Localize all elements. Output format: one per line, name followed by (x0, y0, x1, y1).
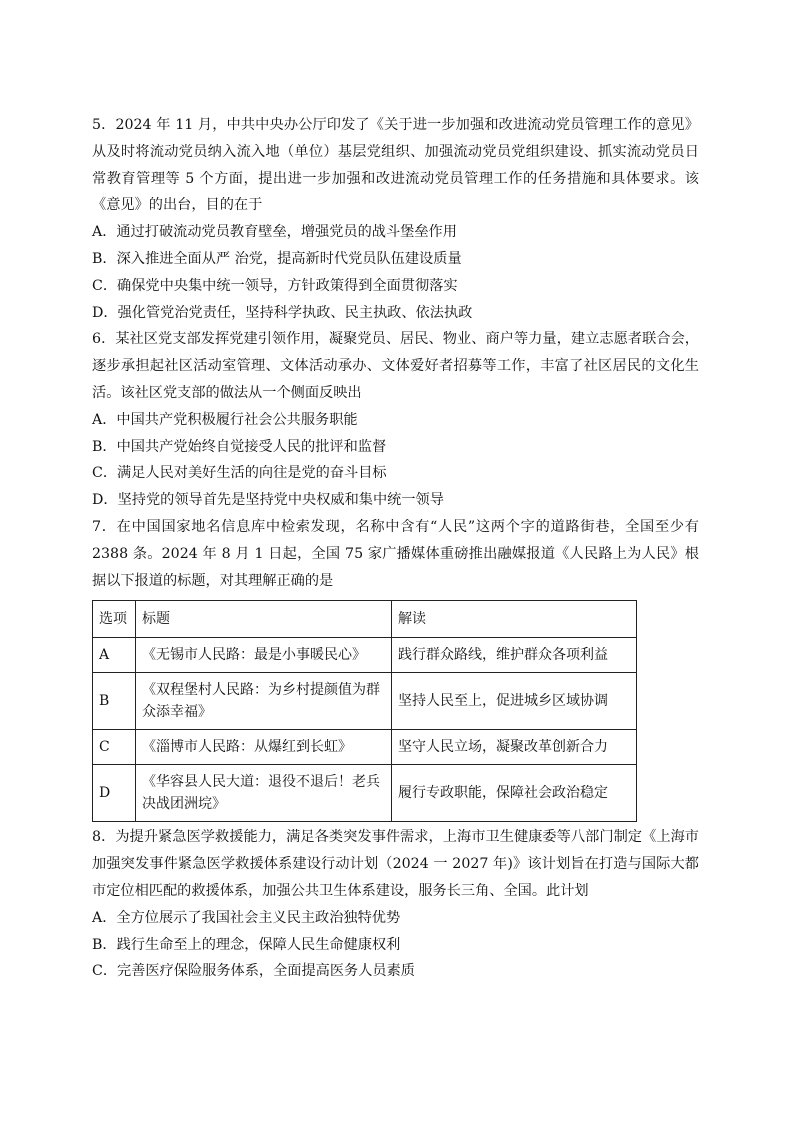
question-8 (92, 824, 699, 985)
table-row (93, 730, 637, 765)
table-header-row (93, 601, 637, 638)
table-row (93, 638, 637, 673)
question-8-option-a: A．全方位展示了我国社会主义民主政治独特优势 (92, 909, 401, 926)
table-cell-option: C (93, 730, 136, 765)
table-cell-title: 《无锡市人民路：最是小事暖民心》 (136, 638, 392, 673)
table-cell-interpretation: 践行群众路线，维护群众各项利益 (392, 638, 637, 673)
question-5 (92, 112, 699, 326)
table-cell-interpretation: 坚持人民至上，促进城乡区域协调 (392, 673, 637, 730)
question-5-stem: 5．2024 年 11 月，中共中央办公厅印发了《关于进一步加强和改进流动党员管理工作的意见》从及时将流动党员纳入流入地（单位）基层党组织、加强流动党员党组织建设、抓实流动党员日常教育管理等 5 个方面，提出进一步加强和改进流动党员管理工作的任务措施和具体要求。该《意见》的出台，目的在于 (92, 117, 699, 214)
question-7-stem: 7．在中国国家地名信息库中检索发现，名称中含有“人民”这两个字的道路街巷，全国至少有 2388 条。2024 年 8 月 1 日起，全国 75 家广播媒体重磅推出融媒报道《人民路上为人民》根据以下报道的标题，对其理解正确的是 (92, 518, 699, 589)
question-6-option-d: D．坚持党的领导首先是坚持党中央权威和集中统一领导 (92, 492, 444, 509)
table-header-option: 选项 (93, 601, 136, 638)
question-6-option-c: C．满足人民对美好生活的向往是党的奋斗目标 (92, 465, 387, 482)
table-row (93, 765, 637, 822)
question-6-option-a: A．中国共产党积极履行社会公共服务职能 (92, 411, 358, 428)
table-cell-interpretation: 履行专政职能，保障社会政治稳定 (392, 765, 637, 822)
question-5-option-a: A．通过打破流动党员教育壁垒，增强党员的战斗堡垒作用 (92, 224, 457, 241)
table-cell-interpretation: 坚守人民立场，凝聚改革创新合力 (392, 730, 637, 765)
table-cell-title: 《淄博市人民路：从爆红到长虹》 (136, 730, 392, 765)
table-cell-option: D (93, 765, 136, 822)
question-8-stem: 8．为提升紧急医学救援能力，满足各类突发事件需求，上海市卫生健康委等八部门制定《上海市加强突发事件紧急医学救援体系建设行动计划（2024 一 2027 年)》该计划旨在打造与国际大都市定位相匹配的救援体系，加强公共卫生体系建设，服务长三角、全国。此计划 (92, 829, 699, 899)
table-cell-title: 《双程堡村人民路：为乡村提颜值为群众添幸福》 (136, 673, 392, 730)
question-6-option-b: B．中国共产党始终自觉接受人民的批评和监督 (92, 438, 387, 455)
table-cell-option: B (93, 673, 136, 730)
question-7 (92, 514, 699, 822)
table-header-interpretation: 解读 (392, 601, 637, 638)
table-cell-option: A (93, 638, 136, 673)
question-8-option-b: B．践行生命至上的理念，保障人民生命健康权利 (92, 936, 401, 953)
question-8-option-c: C．完善医疗保险服务体系，全面提高医务人员素质 (92, 963, 415, 980)
table-header-title: 标题 (136, 601, 392, 638)
question-6 (92, 326, 699, 514)
question-5-option-b: B．深入推进全面从严 治党，提高新时代党员队伍建设质量 (92, 250, 462, 267)
table-row (93, 673, 637, 730)
question-7-table (92, 600, 637, 822)
question-5-option-c: C．确保党中央集中统一领导，方针政策得到全面贯彻落实 (92, 277, 458, 294)
question-6-stem: 6．某社区党支部发挥党建引领作用，凝聚党员、居民、物业、商户等力量，建立志愿者联合会，逐步承担起社区活动室管理、文体活动承办、文体爱好者招募等工作，丰富了社区居民的文化生活。该社区党支部的做法从一个侧面反映出 (92, 331, 699, 401)
question-5-option-d: D．强化管党治党责任，坚持科学执政、民主执政、依法执政 (92, 304, 473, 321)
table-cell-title: 《华容县人民大道：退役不退后！老兵决战团洲垸》 (136, 765, 392, 822)
